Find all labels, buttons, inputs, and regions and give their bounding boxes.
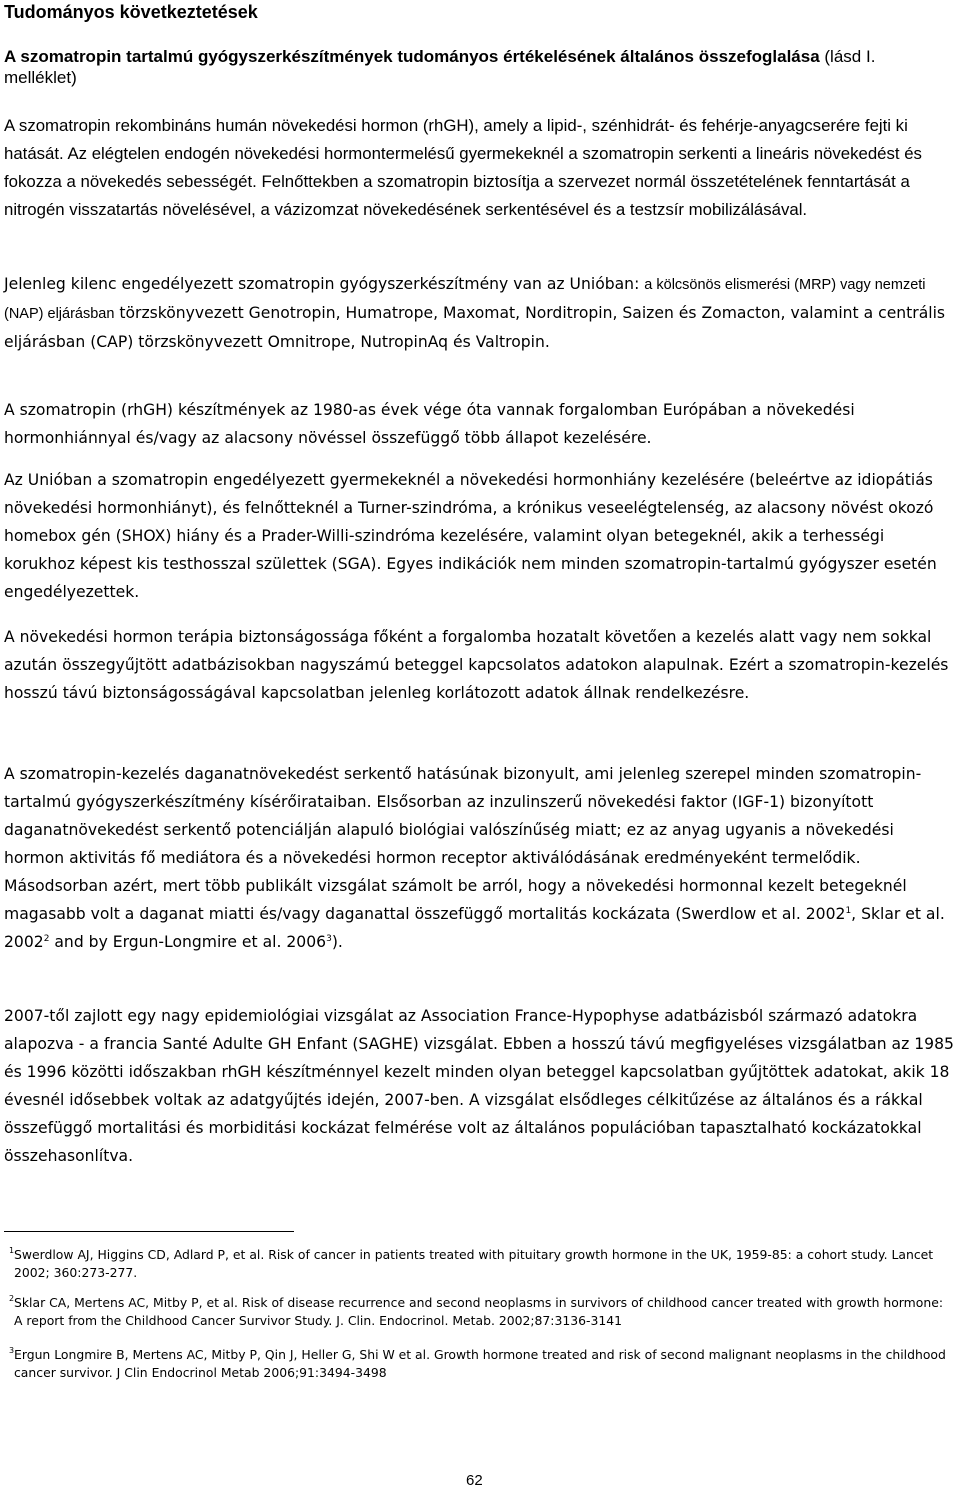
footnote-separator [4,1231,294,1232]
paragraph-tumour-risk [4,760,956,956]
paragraph-tumour-part-c: and by Ergun-Longmire et al. 2006 [49,933,327,951]
footnote-1-mark: 1 [9,1246,15,1255]
paragraph-mechanism [4,112,956,224]
footnote-ref-2[interactable]: 2 [43,934,50,944]
footnote-ref-1[interactable]: 1 [845,906,852,916]
paragraph-tumour-part-d: ). [331,933,343,951]
footnote-2-text: Sklar CA, Mertens AC, Mitby P, et al. Risk of disease recurrence and second neoplasms in survivors of childhood cancer treated with growth hormone: A report from the Childhood Cancer Survivor Study. J. Clin. Endocrinol. Metab. 2002;87:3136-3141 [14,1295,943,1328]
paragraph-products-part-c: törzskönyvezett Genotropin, Humatrope, Maxomat, Norditropin, Saizen és Zomacton, valamint a centrális eljárásban (CAP) törzskönyvezett Omnitrope, NutropinAq és Valtropin. [4,304,946,351]
footnote-1-text: Swerdlow AJ, Higgins CD, Adlard P, et al. Risk of cancer in patients treated with pituitary growth hormone in the UK, 1959-85: a cohort study. Lancet 2002; 360:273-277. [14,1247,934,1280]
paragraph-authorised-products [4,270,956,356]
footnote-1 [10,1246,954,1282]
footnote-ref-3[interactable]: 3 [326,934,332,944]
footnote-2 [10,1294,954,1330]
paragraph-products-part-b: a kölcsönös elismerési (MRP) vagy nemzeti (NAP) eljárásban [4,277,926,322]
paragraph-market-history: A szomatropin (rhGH) készítmények az 1980-as évek vége óta vannak forgalomban Európában a növekedési hormonhiánnyal és/vagy az alacsony növéssel összefüggő több állapot kezelésére. [4,401,855,447]
paragraph-mechanism-part-b: Az elégtelen endogén növekedési hormontermelésű gyermekeknél a szomatropin serkenti a lineáris növekedést és fokozza a növekedés sebességét. [4,144,922,191]
paragraph-indications: Az Unióban a szomatropin engedélyezett gyermekeknél a növekedési hormonhiány kezelésére (beleértve az idiopátiás növekedési hormonhiányt), és felnőtteknél a Turner-szindróma, a krónikus veseelégtelenség, az alacsony növést okozó homebox gén (SHOX) hiány és a Prader-Willi-szindróma kezelésére, valamint olyan betegeknél, akik a terhességi korukhoz képest kis testhosszal születtek (SGA). Egyes indikációk nem minden szomatropin-tartalmú gyógyszer esetén engedélyezettek. [4,471,937,601]
paragraph-saghe-study: 2007-től zajlott egy nagy epidemiológiai vizsgálat az Association France-Hypophyse adatbázisból származó adatokra alapozva - a francia Santé Adulte GH Enfant (SAGHE) vizsgálat. Ebben a hosszú távú megfigyeléses vizsgálatban az 1985 és 1996 közötti időszakban rhGH készítménnyel kezelt minden olyan beteggel kapcsolatban gyűjtöttek adatokat, akik 18 évesnél idősebbek voltak az adatgyűjtés idején, 2007-ben. A vizsgálat elsődleges célkitűzése az általános és a rákkal összefüggő mortalitási és morbiditási kockázat felmérése volt az általános populációban tapasztalható kockázatokkal összehasonlítva. [4,1007,954,1165]
footnote-3-mark: 3 [9,1346,15,1355]
footnote-3-text: Ergun Longmire B, Mertens AC, Mitby P, Qin J, Heller G, Shi W et al. Growth hormone treated and risk of second malignant neoplasms in the childhood cancer survivor. J Clin Endocrinol Metab 2006;91:3494-3498 [14,1347,946,1380]
section-heading-bold: A szomatropin tartalmú gyógyszerkészítmények tudományos értékelésének általános összefoglalása [4,47,820,66]
section-heading [4,46,944,88]
paragraph-mechanism-part-a: A szomatropin rekombináns humán növekedési hormon (rhGH), amely a lipid-, szénhidrát- és fehérje-anyagcserére fejti ki hatását. [4,116,908,163]
footnote-3 [10,1346,954,1382]
page-title: Tudományos következtetések [4,2,258,22]
page-number: 62 [466,1472,483,1489]
paragraph-tumour-part-a: A szomatropin-kezelés daganatnövekedést serkentő hatásúnak bizonyult, ami jelenleg szerepel minden szomatropin-tartalmú gyógyszerkészítmény kísérőirataiban. Elsősorban az inzulinszerű növekedési faktor (IGF-1) bizonyított daganatnövekedést serkentő potenciálján alapuló biológiai valószínűség miatt; ez az anyag ugyanis a növekedési hormon aktivitás fő mediátora és a növekedési hormon receptor aktiválódásának eredményeként termelődik. Másodsorban azért, mert több publikált vizsgálat számolt be arról, hogy a növekedési hormonnal kezelt betegeknél magasabb volt a daganat miatti és/vagy daganattal összefüggő mortalitás kockázata (Swerdlow et al. 2002 [4,765,922,923]
paragraph-safety-data: A növekedési hormon terápia biztonságossága főként a forgalomba hozatalt követően a kezelés alatt vagy nem sokkal azután összegyűjtött adatbázisokban nagyszámú beteggel kapcsolatos adatokon alapulnak. Ezért a szomatropin-kezelés hosszú távú biztonságosságával kapcsolatban jelenleg korlátozott adatok állnak rendelkezésre. [4,628,949,702]
paragraph-tumour-part-b: , Sklar et al. 2002 [4,905,945,951]
footnote-2-mark: 2 [9,1294,15,1303]
section-heading-reference: (lásd I. melléklet) [4,47,876,87]
paragraph-mechanism-part-c: Felnőttekben a szomatropin biztosítja a szervezet normál összetételének fenntartását a nitrogén visszatartás növelésével, a vázizomzat növekedésének serkentésével és a testzsír mobilizálásával. [4,172,910,219]
paragraph-products-part-a: Jelenleg kilenc engedélyezett szomatropin gyógyszerkészítmény van az Unióban: [4,275,645,293]
